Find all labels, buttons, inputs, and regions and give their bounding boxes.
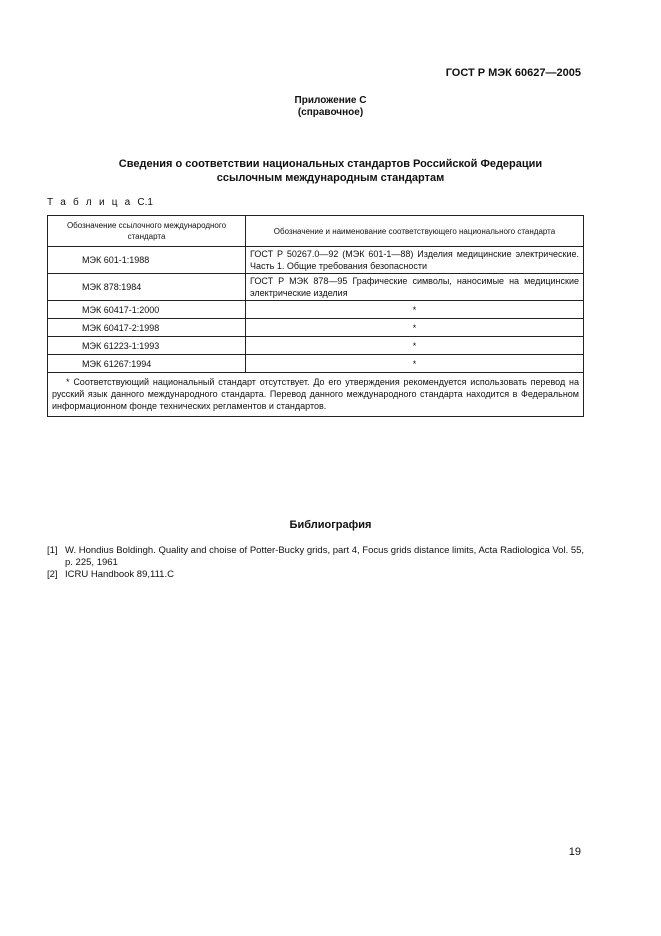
cell-national-standard: *	[246, 319, 584, 337]
cell-international-standard: МЭК 60417-1:2000	[48, 301, 246, 319]
cell-national-standard: *	[246, 301, 584, 319]
document-code-header: ГОСТ Р МЭК 60627—2005	[445, 67, 581, 79]
bibliography-item-text: W. Hondius Boldingh. Quality and choise of Potter-Bucky grids, part 4, Focus grids distance limits, Acta Radiologica Vol. 55, p. 225, 1961	[65, 545, 585, 568]
section-title	[0, 157, 661, 185]
cell-international-standard: МЭК 61267:1994	[48, 355, 246, 373]
page-number: 19	[568, 846, 581, 858]
table-row	[48, 319, 584, 337]
annex-heading	[0, 95, 661, 119]
header-international-standard: Обозначение ссылочного международного стандарта	[48, 216, 246, 247]
bibliography-item-text: ICRU Handbook 89,111.C	[65, 569, 174, 580]
table-row	[48, 247, 584, 274]
table-row	[48, 301, 584, 319]
cell-national-standard: *	[246, 337, 584, 355]
cell-international-standard: МЭК 601-1:1988	[48, 247, 246, 274]
cell-international-standard: МЭК 60417-2:1998	[48, 319, 246, 337]
cell-international-standard: МЭК 61223-1:1993	[48, 337, 246, 355]
annex-title: Приложение С	[294, 95, 367, 106]
bibliography-list	[47, 545, 587, 581]
table-row	[48, 337, 584, 355]
bibliography-item-number: [2]	[47, 569, 58, 580]
cell-national-standard: ГОСТ Р 50267.0—92 (МЭК 601-1—88) Изделия медицинские электрические. Часть 1. Общие требования безопасности	[246, 247, 584, 274]
annex-subtitle: (справочное)	[297, 107, 364, 118]
table-caption-label: Т а б л и ц а	[47, 197, 133, 208]
standards-correspondence-table	[47, 215, 584, 417]
table-footnote: * Соответствующий национальный стандарт отсутствует. До его утверждения рекомендуется использовать перевод на русский язык данного международного стандарта. Перевод данного международного стандарта находится в Федеральном информационном фонде технических регламентов и стандартов.	[48, 373, 584, 417]
table-header-row	[48, 216, 584, 247]
bibliography-item	[47, 569, 587, 581]
table-caption	[47, 197, 153, 208]
cell-national-standard: ГОСТ Р МЭК 878—95 Графические символы, наносимые на медицинские электрические изделия	[246, 274, 584, 301]
bibliography-item-number: [1]	[47, 545, 58, 556]
table-caption-number: С.1	[137, 197, 153, 208]
section-title-line2: ссылочным международным стандартам	[216, 172, 445, 184]
table-row	[48, 355, 584, 373]
cell-national-standard: *	[246, 355, 584, 373]
bibliography-title: Библиография	[289, 519, 372, 531]
table-row	[48, 274, 584, 301]
table-note-row	[48, 373, 584, 417]
cell-international-standard: МЭК 878:1984	[48, 274, 246, 301]
header-national-standard: Обозначение и наименование соответствующего национального стандарта	[246, 216, 584, 247]
bibliography-item	[47, 545, 587, 569]
section-title-line1: Сведения о соответствии национальных стандартов Российской Федерации	[118, 158, 543, 170]
